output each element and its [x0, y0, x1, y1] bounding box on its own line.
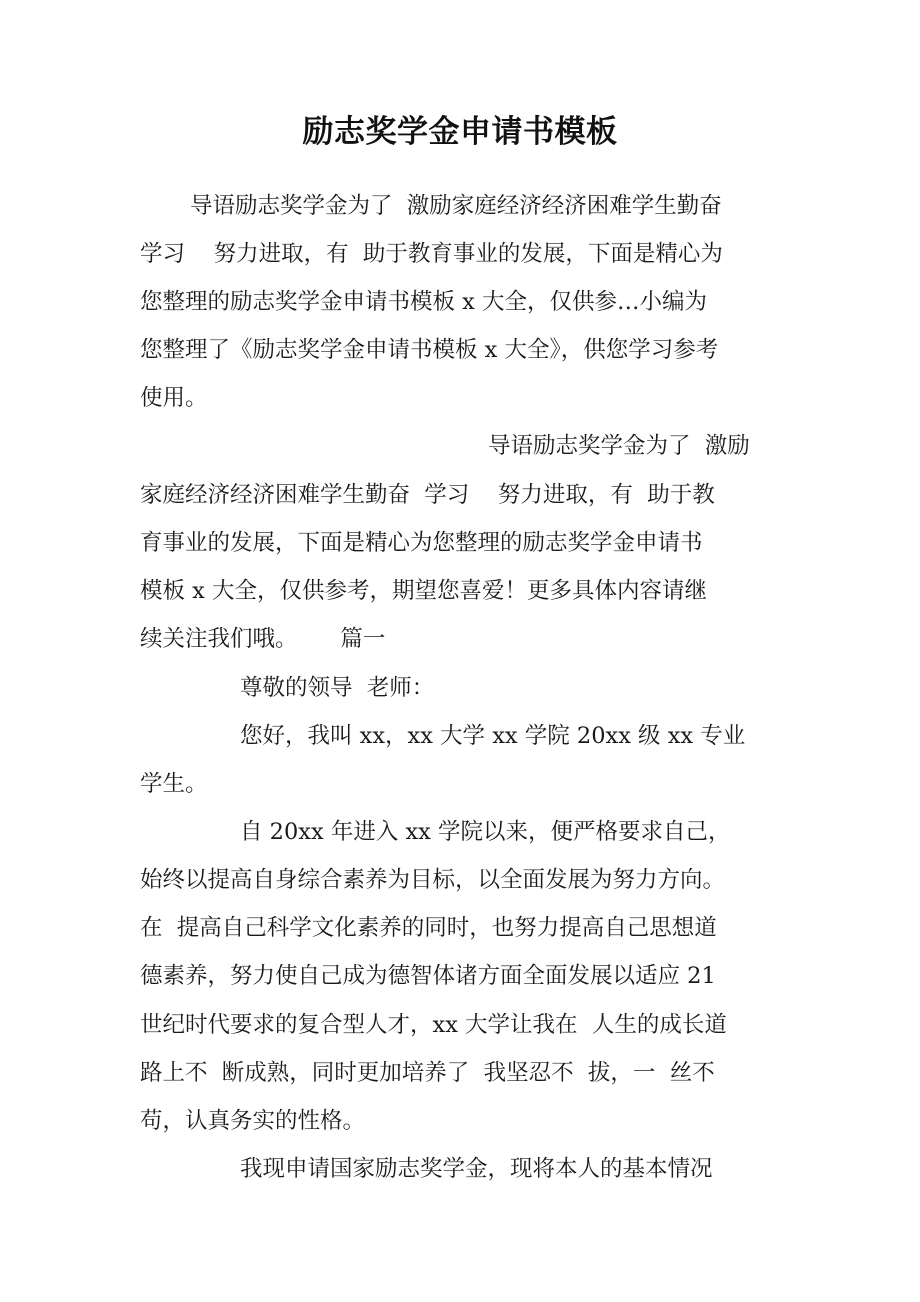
body-line: 在 提高自己科学文化素养的同时，也努力提高自己思想道: [140, 915, 717, 941]
body-line: 路上不 断成熟，同时更加培养了 我坚忍不 拔，一 丝不: [140, 1060, 715, 1086]
body-line: 您好，我叫 xx，xx 大学 xx 学院 20xx 级 xx 专业: [240, 723, 746, 749]
body-line: 导语励志奖学金为了 激励: [488, 433, 750, 459]
body-line: 学生。: [140, 771, 208, 797]
body-line: 家庭经济经济困难学生勤奋 学习 努力进取，有 助于教: [140, 482, 715, 508]
body-line: 苟，认真务实的性格。: [140, 1108, 366, 1134]
body-line: 使用。: [140, 385, 208, 411]
body-line: 德素养，努力使自己成为德智体诸方面全面发展以适应 21: [140, 963, 716, 989]
document-title: 励志奖学金申请书模板: [302, 114, 618, 150]
body-line: 自 20xx 年进入 xx 学院以来，便严格要求自己，: [240, 819, 731, 845]
body-line: 育事业的发展，下面是精心为您整理的励志奖学金申请书: [140, 530, 703, 556]
body-line: 世纪时代要求的复合型人才，xx 大学让我在 人生的成长道: [140, 1012, 727, 1038]
salutation-line: 尊敬的领导 老师：: [240, 675, 435, 701]
body-line: 模板 x 大全，仅供参考，期望您喜爱！更多具体内容请继: [140, 578, 707, 604]
body-line: 始终以提高自身综合素养为目标，以全面发展为努力方向。: [140, 867, 726, 893]
body-line: 学习 努力进取，有 助于教育事业的发展，下面是精心为: [140, 241, 723, 267]
body-line: 导语励志奖学金为了 激励家庭经济经济困难学生勤奋: [190, 193, 722, 219]
body-line: 您整理了《励志奖学金申请书模板 x 大全》，供您学习参考: [140, 337, 719, 363]
body-line: 您整理的励志奖学金申请书模板 x 大全，仅供参…小编为: [140, 289, 707, 315]
body-line: 我现申请国家励志奖学金，现将本人的基本情况: [240, 1156, 713, 1182]
body-line: 续关注我们哦。 篇一: [140, 626, 386, 652]
